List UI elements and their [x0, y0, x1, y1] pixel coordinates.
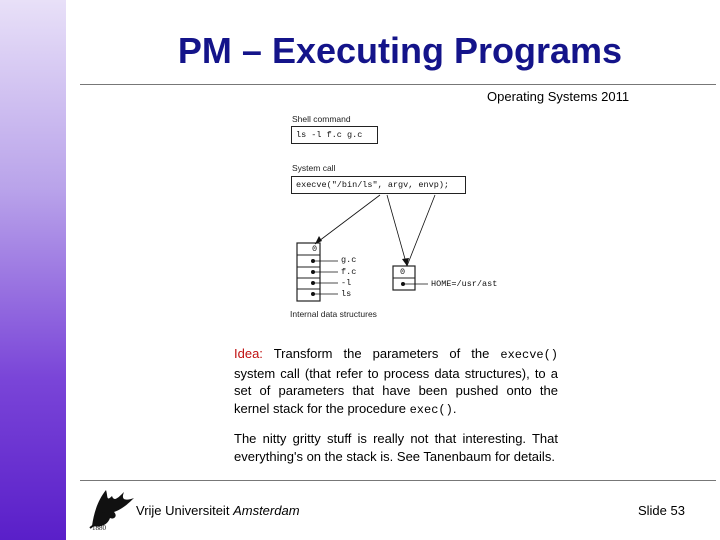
internal-structures-label: Internal data structures — [290, 309, 377, 319]
argv-item: ls — [341, 289, 352, 299]
footer-divider — [80, 480, 716, 481]
idea-keyword: Idea: — [234, 346, 263, 361]
argv-null: 0 — [312, 244, 318, 254]
system-call-text: execve("/bin/ls", argv, envp); — [296, 180, 450, 190]
course-subtitle: Operating Systems 2011 — [487, 89, 630, 104]
university-name: Vrije Universiteit Amsterdam — [136, 503, 300, 518]
argv-item: -l — [341, 278, 352, 288]
title-divider — [80, 84, 716, 85]
side-gradient-bar — [0, 0, 66, 540]
shell-command-label: Shell command — [292, 114, 351, 124]
argv-item: g.c — [341, 255, 357, 265]
vu-griffin-logo-icon — [84, 482, 136, 532]
shell-command-text: ls -l f.c g.c — [296, 130, 363, 140]
diagram-lines — [285, 110, 515, 325]
execve-code: execve() — [500, 348, 558, 362]
exec-code: exec() — [409, 402, 453, 417]
nitty-gritty-paragraph: The nitty gritty stuff is really not that interesting. That everything's on the stack is. See Tanenbaum for details. — [234, 431, 558, 464]
system-call-label: System call — [292, 163, 336, 173]
svg-text:1880: 1880 — [92, 524, 106, 532]
envp-item: HOME=/usr/ast — [431, 279, 498, 289]
slide-title: PM – Executing Programs — [177, 30, 623, 71]
execve-diagram — [285, 110, 515, 325]
argv-item: f.c — [341, 267, 357, 277]
slide-number: Slide 53 — [637, 503, 685, 518]
idea-paragraph: Idea: Transform the parameters of the execve() system call (that refer to process data structures), to a set of parameters that have been pushed onto the kernel stack for the procedure exec(). — [234, 346, 558, 417]
envp-null: 0 — [400, 267, 406, 277]
